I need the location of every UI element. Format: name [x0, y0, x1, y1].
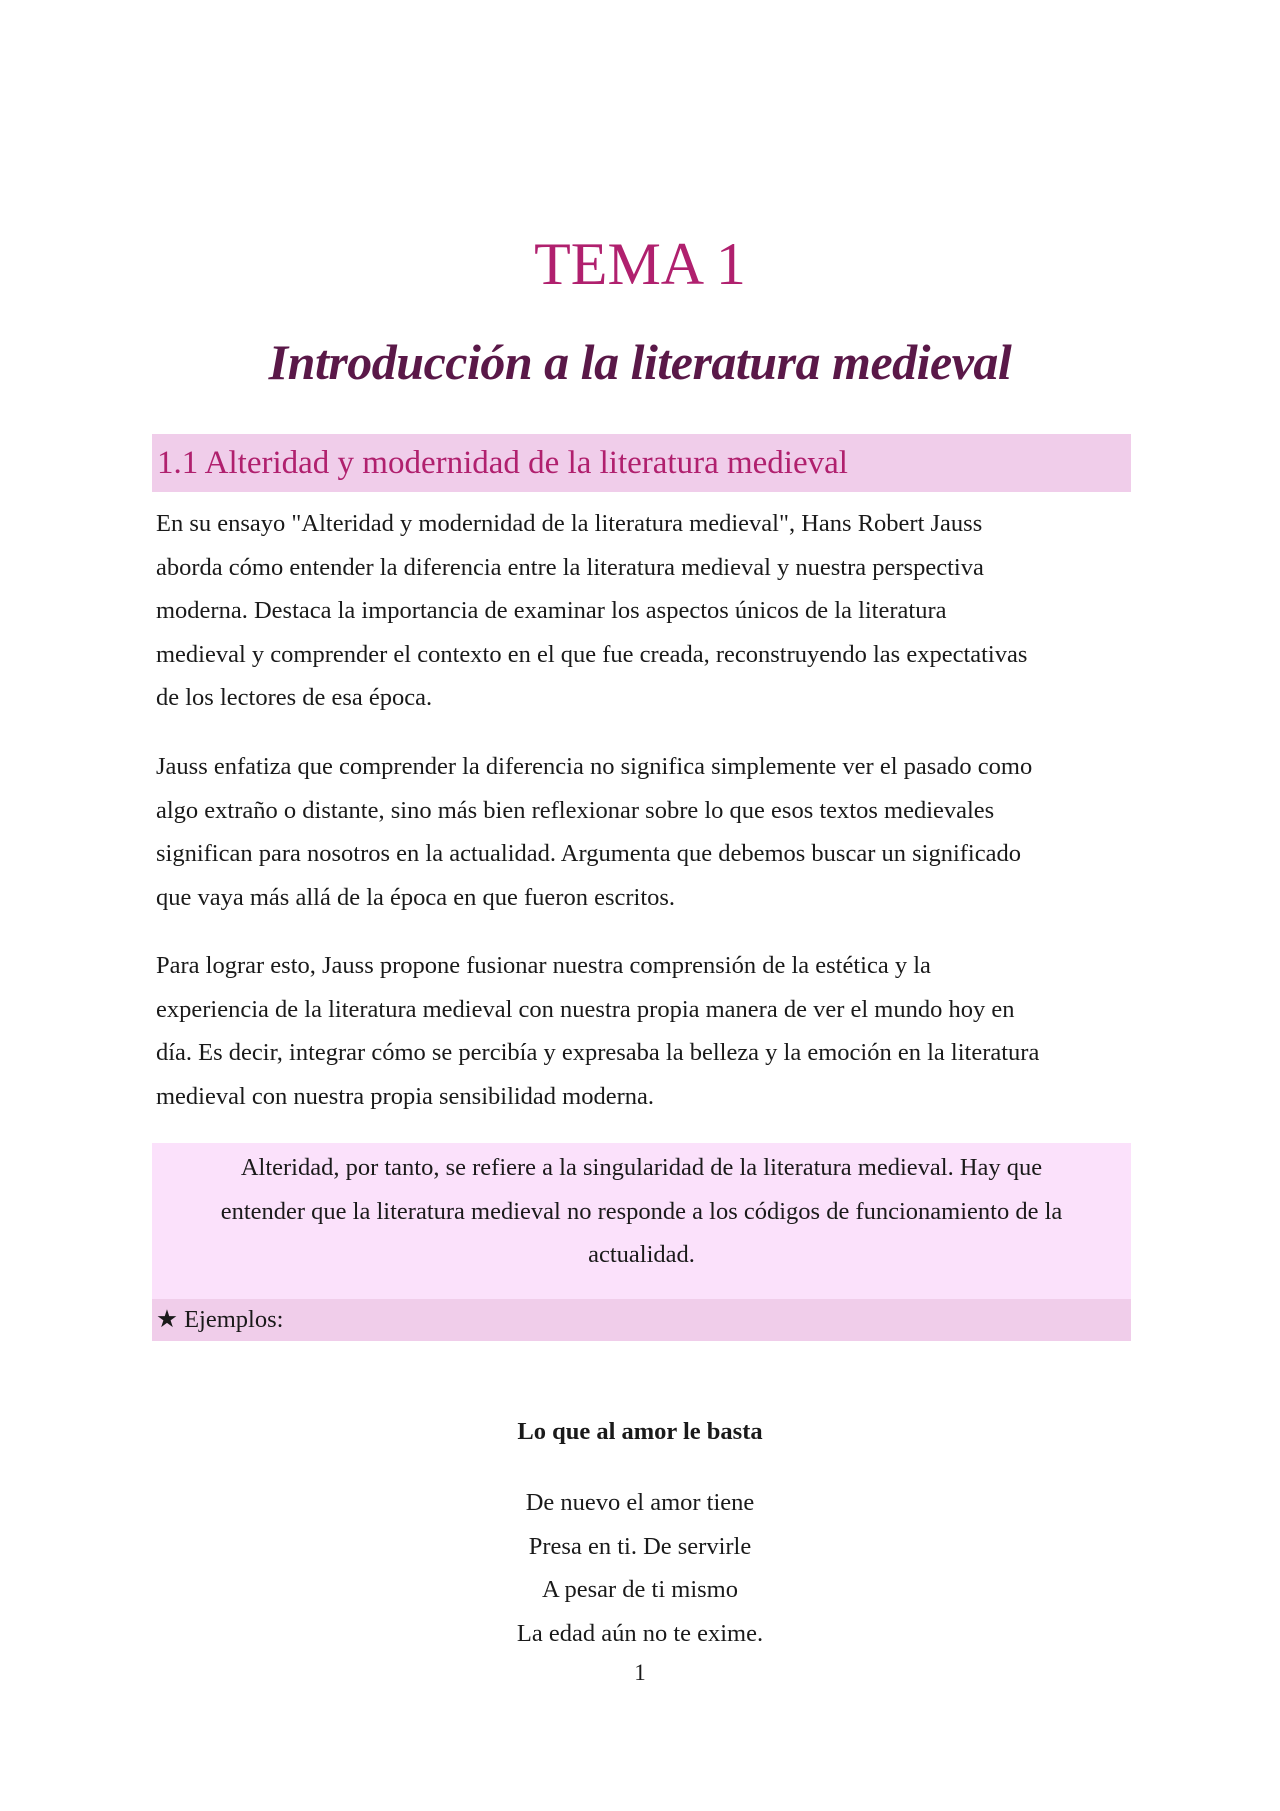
text-line: medieval y comprender el contexto en el que fue creada, reconstruyendo las expectativas	[156, 640, 1028, 668]
poem-line: La edad aún no te exime.	[516, 1619, 764, 1647]
text-line: entender que la literatura medieval no responde a los códigos de funcionamiento de la	[220, 1197, 1063, 1225]
star-icon: ★	[156, 1306, 178, 1333]
text-line: medieval con nuestra propia sensibilidad moderna.	[156, 1082, 655, 1110]
text-line: Alteridad, por tanto, se refiere a la singularidad de la literatura medieval. Hay que	[240, 1154, 1043, 1181]
poem-line: De nuevo el amor tiene	[525, 1489, 755, 1516]
chapter-number: TEMA 1	[534, 231, 746, 297]
callout-text	[152, 1146, 1131, 1277]
text-line: que vaya más allá de la época en que fueron escritos.	[156, 883, 676, 911]
paragraph	[156, 502, 1131, 720]
text-line: de los lectores de esa época.	[156, 684, 433, 712]
text-line: aborda cómo entender la diferencia entre la literatura medieval y nuestra perspectiva	[156, 553, 984, 581]
poem-line: A pesar de ti mismo	[542, 1576, 738, 1604]
text-line: Jauss enfatiza que comprender la diferencia no significa simplemente ver el pasado como	[156, 753, 1033, 780]
examples-label: Ejemplos:	[184, 1306, 284, 1333]
text-line: experiencia de la literatura medieval con nuestra propia manera de ver el mundo hoy en	[156, 995, 1015, 1023]
paragraph	[156, 944, 1131, 1118]
text-line: Para lograr esto, Jauss propone fusionar nuestra comprensión de la estética y la	[156, 952, 931, 979]
poem-line: Presa en ti. De servirle	[528, 1532, 752, 1560]
paragraph	[156, 745, 1131, 919]
examples-band	[152, 1299, 1131, 1341]
page-number: 1	[634, 1660, 646, 1685]
poem-title: Lo que al amor le basta	[517, 1418, 763, 1445]
text-line: algo extraño o distante, sino más bien reflexionar sobre lo que esos textos medievales	[156, 796, 995, 824]
poem	[0, 1481, 1280, 1655]
text-line: día. Es decir, integrar cómo se percibía y expresaba la belleza y la emoción en la literatura	[156, 1039, 1040, 1067]
text-line: moderna. Destaca la importancia de examinar los aspectos únicos de la literatura	[156, 597, 947, 625]
section-heading: 1.1 Alteridad y modernidad de la literatura medieval	[157, 445, 848, 481]
text-line: actualidad.	[588, 1241, 695, 1269]
examples-heading	[156, 1299, 283, 1341]
text-line: En su ensayo "Alteridad y modernidad de la literatura medieval", Hans Robert Jauss	[156, 510, 983, 537]
text-line: significan para nosotros en la actualidad. Argumenta que debemos buscar un significado	[156, 840, 1021, 868]
chapter-title: Introducción a la literatura medieval	[268, 334, 1012, 390]
